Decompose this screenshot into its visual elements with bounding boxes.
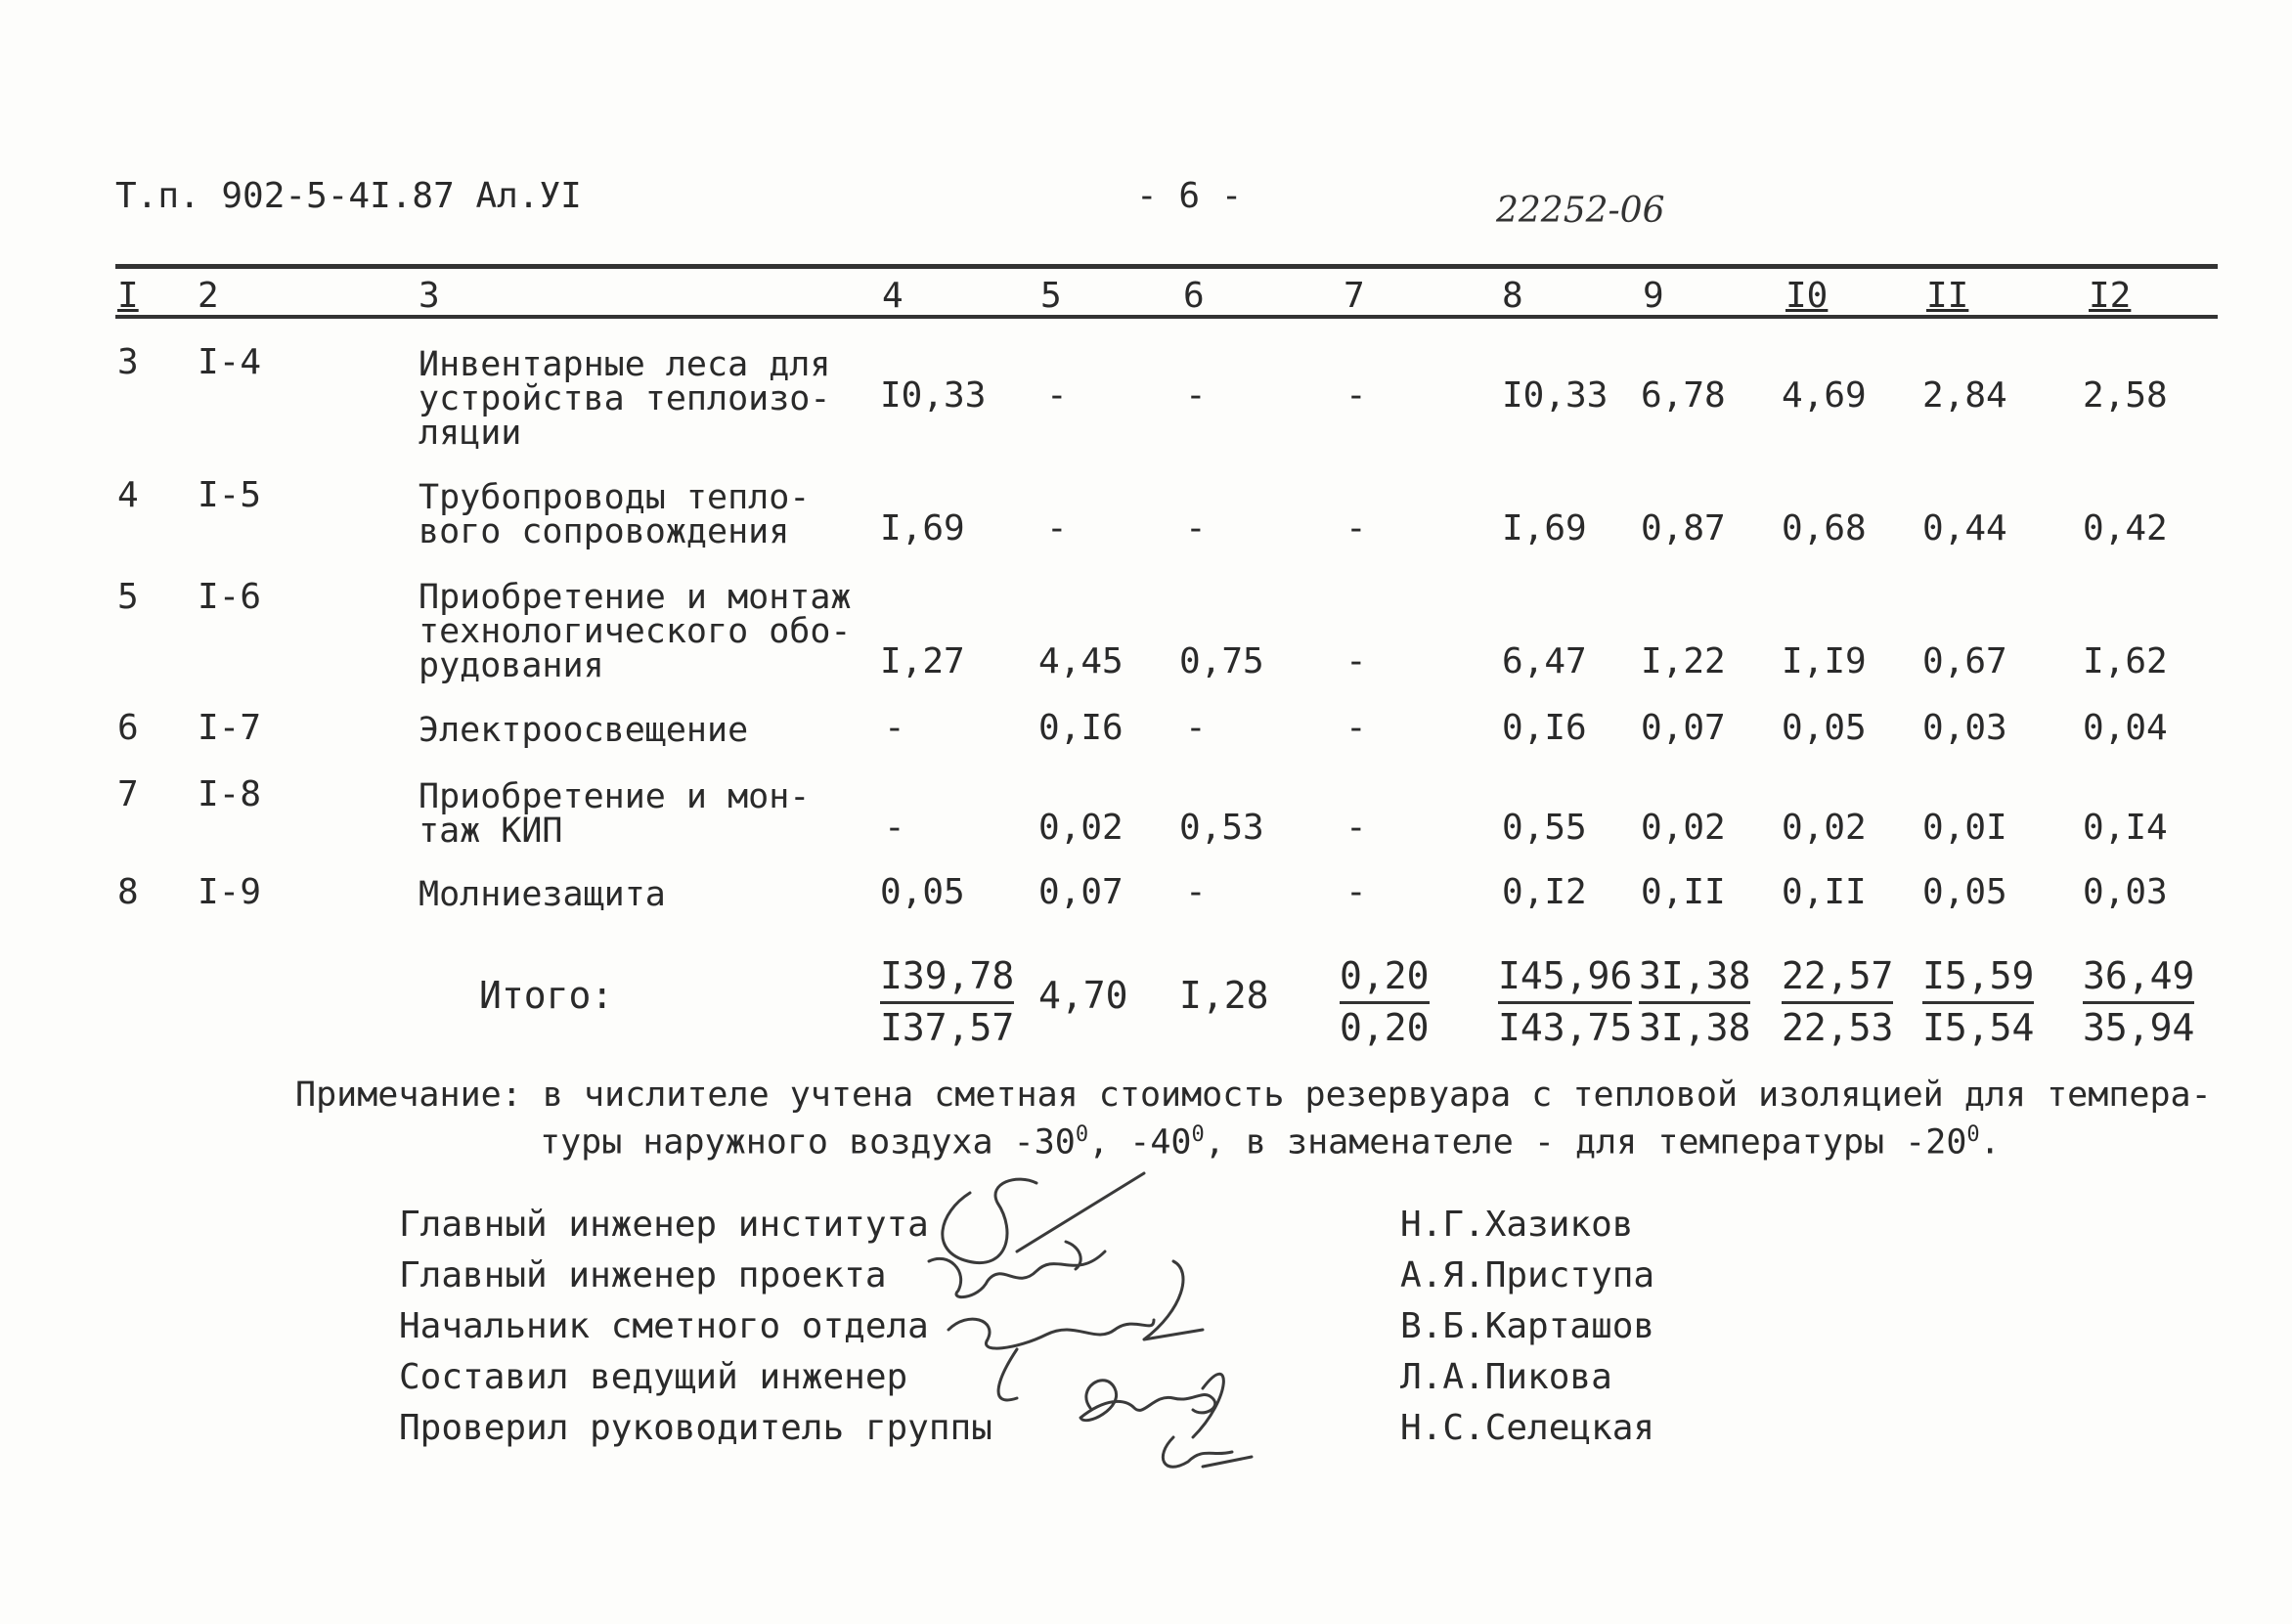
note-line-1: Примечание: в числителе учтена сметная стоимость резервуара с тепловой изоляцией для темпера- — [295, 1075, 2212, 1115]
signature-role: Главный инженер проекта — [399, 1255, 887, 1295]
cell-col5: - — [1046, 508, 1068, 549]
col-header-10: I0 — [1785, 276, 1829, 316]
signature-stroke-4 — [998, 1349, 1017, 1400]
cell-col8: 0,I2 — [1502, 872, 1587, 912]
row-description: Инвентарные леса для устройства теплоизо- ляции — [419, 345, 831, 453]
note-text: туры наружного воздуха -30 — [540, 1122, 1076, 1163]
document-code: Т.п. 902-5-4I.87 Ал.УI — [115, 176, 582, 216]
col-header-7: 7 — [1344, 276, 1365, 316]
cell-col7: - — [1345, 641, 1367, 681]
denominator: I43,75 — [1498, 1006, 1633, 1049]
row-description: Приобретение и мон- таж КИП — [419, 777, 811, 851]
cell-col4: I,27 — [880, 641, 965, 681]
cell-col9: 0,07 — [1641, 708, 1726, 748]
cell-col12: 2,58 — [2083, 375, 2168, 416]
numerator: 22,57 — [1782, 952, 1893, 1004]
handwritten-number: 22252-06 — [1496, 191, 1665, 231]
note-text: , -40 — [1088, 1122, 1192, 1163]
cell-col9: 0,02 — [1641, 808, 1726, 848]
total-label: Итого: — [479, 974, 614, 1017]
signature-role: Главный инженер института — [399, 1205, 929, 1245]
numerator: 3I,38 — [1639, 952, 1750, 1004]
cell-col7: - — [1345, 872, 1367, 912]
total-col6: I,28 — [1179, 974, 1269, 1017]
cell-col8: 0,55 — [1502, 808, 1587, 848]
table-top-rule — [115, 264, 2218, 269]
col-header-1: I — [117, 276, 139, 316]
total-col5: 4,70 — [1038, 974, 1128, 1017]
col-header-12: I2 — [2089, 276, 2132, 316]
cell-col6: - — [1185, 375, 1207, 416]
signature-name: Л.А.Пикова — [1400, 1357, 1612, 1397]
col-header-9: 9 — [1643, 276, 1664, 316]
row-number: 8 — [117, 872, 139, 912]
cell-col10: 0,05 — [1782, 708, 1867, 748]
cell-col5: - — [1046, 375, 1068, 416]
cell-col10: I,I9 — [1782, 641, 1867, 681]
degree-mark: 0 — [1075, 1122, 1089, 1147]
cell-col7: - — [1345, 708, 1367, 748]
cell-col9: 6,78 — [1641, 375, 1726, 416]
degree-mark: 0 — [1191, 1122, 1205, 1147]
row-number: 6 — [117, 708, 139, 748]
numerator: 0,20 — [1340, 952, 1430, 1004]
cell-col11: 0,0I — [1922, 808, 2007, 848]
cell-col8: 6,47 — [1502, 641, 1587, 681]
total-col8-fraction — [1498, 952, 1632, 1051]
total-col7-fraction — [1340, 952, 1430, 1051]
row-code: I-6 — [198, 577, 262, 617]
page-number: - 6 - — [1136, 176, 1243, 216]
col-header-4: 4 — [882, 276, 904, 316]
cell-col6: 0,53 — [1179, 808, 1264, 848]
cell-col6: 0,75 — [1179, 641, 1264, 681]
col-header-3: 3 — [419, 276, 440, 316]
cell-col5: 4,45 — [1038, 641, 1124, 681]
row-description: Приобретение и монтаж технологического обо- рудования — [419, 578, 852, 685]
cell-col6: - — [1185, 708, 1207, 748]
cell-col5: 0,07 — [1038, 872, 1124, 912]
signature-name: Н.Г.Хазиков — [1400, 1205, 1634, 1245]
cell-col11: 0,03 — [1922, 708, 2007, 748]
numerator: I45,96 — [1498, 952, 1632, 1004]
cell-col11: 0,05 — [1922, 872, 2007, 912]
cell-col12: 0,03 — [2083, 872, 2168, 912]
cell-col12: I,62 — [2083, 641, 2168, 681]
total-col10-fraction — [1782, 952, 1893, 1051]
cell-col10: 0,II — [1782, 872, 1867, 912]
cell-col6: - — [1185, 508, 1207, 549]
row-number: 4 — [117, 475, 139, 515]
col-header-11: II — [1926, 276, 1969, 316]
cell-col4: - — [884, 808, 905, 848]
total-col9-fraction — [1639, 952, 1750, 1051]
cell-col12: 0,I4 — [2083, 808, 2168, 848]
denominator: 22,53 — [1782, 1006, 1894, 1049]
cell-col7: - — [1345, 375, 1367, 416]
col-header-5: 5 — [1040, 276, 1062, 316]
handwritten-signatures — [909, 1154, 1320, 1486]
cell-col8: I0,33 — [1502, 375, 1609, 416]
row-code: I-8 — [198, 774, 262, 814]
cell-col9: I,22 — [1641, 641, 1726, 681]
col-header-2: 2 — [198, 276, 219, 316]
cell-col12: 0,04 — [2083, 708, 2168, 748]
cell-col5: 0,I6 — [1038, 708, 1124, 748]
row-code: I-5 — [198, 475, 262, 515]
signature-role: Начальник сметного отдела — [399, 1306, 929, 1346]
cell-col7: - — [1345, 508, 1367, 549]
cell-col4: 0,05 — [880, 872, 965, 912]
col-header-8: 8 — [1502, 276, 1523, 316]
cell-col9: 0,II — [1641, 872, 1726, 912]
cell-col7: - — [1345, 808, 1367, 848]
cell-col8: 0,I6 — [1502, 708, 1587, 748]
row-description: Трубопроводы тепло- вого сопровождения — [419, 478, 811, 551]
signature-name: Н.С.Селецкая — [1400, 1408, 1655, 1448]
cell-col4: - — [884, 708, 905, 748]
cell-col4: I,69 — [880, 508, 965, 549]
signature-stroke-6 — [1163, 1437, 1252, 1467]
cell-col10: 0,02 — [1782, 808, 1867, 848]
row-code: I-4 — [198, 342, 262, 382]
signature-stroke-5 — [1080, 1374, 1223, 1437]
signature-stroke-1 — [943, 1173, 1144, 1263]
row-number: 5 — [117, 577, 139, 617]
signature-name: В.Б.Карташов — [1400, 1306, 1655, 1346]
row-code: I-7 — [198, 708, 262, 748]
row-number: 3 — [117, 342, 139, 382]
signature-role: Составил ведущий инженер — [399, 1357, 908, 1397]
cell-col12: 0,42 — [2083, 508, 2168, 549]
row-description: Молниезащита — [419, 875, 666, 914]
cell-col11: 2,84 — [1922, 375, 2007, 416]
col-header-6: 6 — [1183, 276, 1205, 316]
cell-col6: - — [1185, 872, 1207, 912]
signature-stroke-3 — [948, 1261, 1203, 1348]
denominator: I5,54 — [1922, 1006, 2035, 1049]
cell-col4: I0,33 — [880, 375, 987, 416]
denominator: 3I,38 — [1639, 1006, 1751, 1049]
degree-mark: 0 — [1966, 1122, 1980, 1147]
denominator: 0,20 — [1340, 1006, 1430, 1049]
signature-name: А.Я.Приступа — [1400, 1255, 1655, 1295]
numerator: 36,49 — [2083, 952, 2194, 1004]
note-text: . — [1979, 1122, 2001, 1163]
cell-col11: 0,67 — [1922, 641, 2007, 681]
total-col11-fraction — [1922, 952, 2034, 1051]
note-text: , в знаменателе - для температуры -20 — [1204, 1122, 1967, 1163]
row-description: Электроосвещение — [419, 711, 749, 750]
numerator: I5,59 — [1922, 952, 2034, 1004]
denominator: I37,57 — [880, 1006, 1015, 1049]
cell-col10: 4,69 — [1782, 375, 1867, 416]
row-code: I-9 — [198, 872, 262, 912]
cell-col9: 0,87 — [1641, 508, 1726, 549]
cell-col10: 0,68 — [1782, 508, 1867, 549]
numerator: I39,78 — [880, 952, 1014, 1004]
signature-role: Проверил руководитель группы — [399, 1408, 992, 1448]
row-number: 7 — [117, 774, 139, 814]
total-col12-fraction — [2083, 952, 2194, 1051]
cell-col5: 0,02 — [1038, 808, 1124, 848]
cell-col11: 0,44 — [1922, 508, 2007, 549]
cell-col8: I,69 — [1502, 508, 1587, 549]
denominator: 35,94 — [2083, 1006, 2195, 1049]
total-col4-fraction — [880, 952, 1014, 1051]
